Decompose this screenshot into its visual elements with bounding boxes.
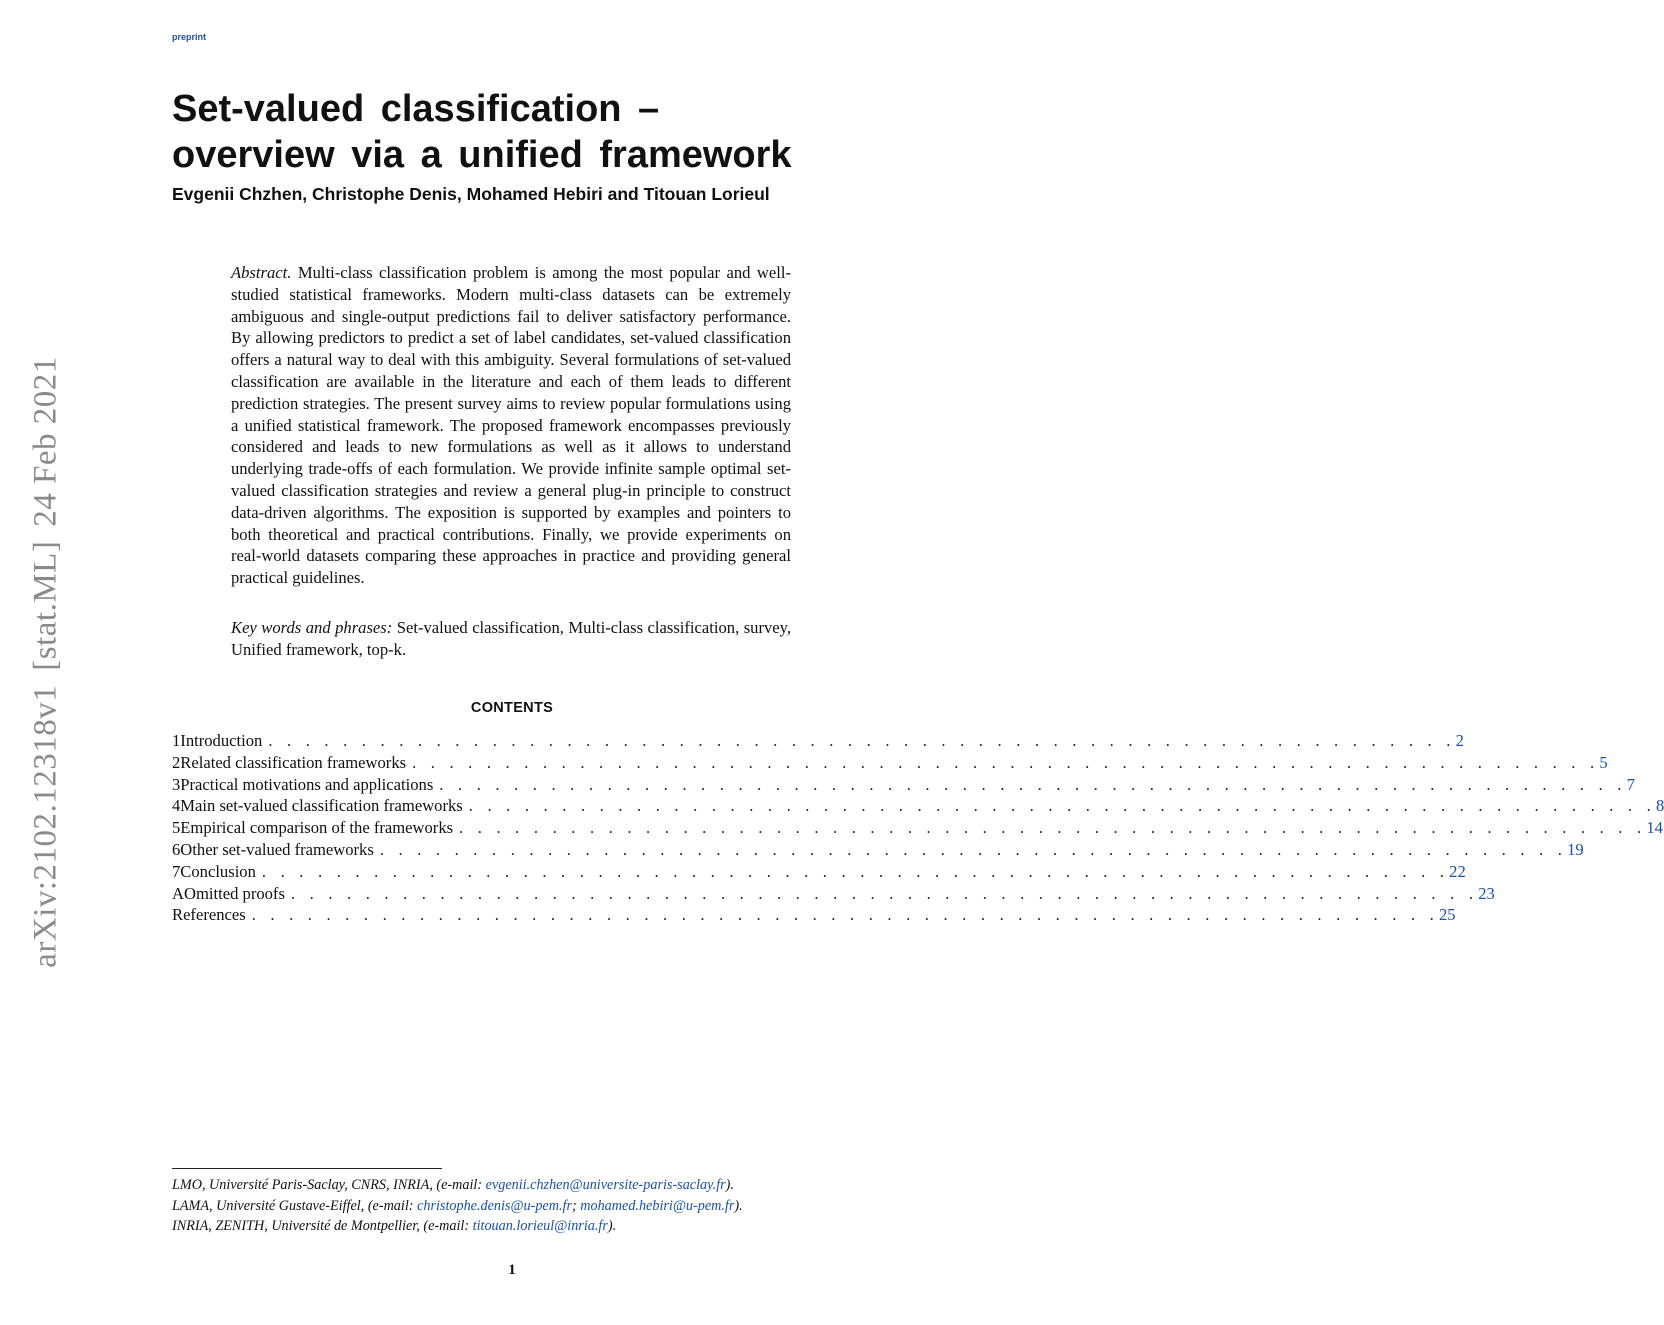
title-line-1: Set-valued classification – (172, 88, 660, 130)
keywords-text: Set-valued classification, Multi-class classification, survey, Unified framework, top-k. (231, 618, 792, 659)
abstract-text: Multi-class classification problem is among the most popular and well-studied statistical frameworks. Modern multi-class datasets can be extremely ambiguous and single-output predictions fail to deliver satisfactory performance. By allowing predictors to predict a set of label candidates, set-valued classification offers a natural way to deal with this ambiguity. Several formulations of set-valued classification are available in the literature and each of them leads to different prediction strategies. The present survey aims to review popular formulations using a unified statistical framework. The proposed framework encompasses previously considered and leads to new formulations as well as it allows to understand underlying trade-offs of each formulation. We provide infinite sample optimal set-valued classification strategies and review a general plug-in principle to construct data-driven algorithms. The exposition is supported by examples and pointers to both theoretical and practical contributions. Finally, we provide experiments on real-world datasets comparing these approaches in practice and providing general practical guidelines. (231, 263, 791, 588)
toc-number: 4 (172, 796, 181, 816)
toc-entry-omitted-proofs[interactable] (172, 883, 1495, 905)
toc-leader-dots: . . . . . . . . . . . . . . . . . . . . . . . . . . . . . . . . . . . . . . . . . . . . . . . . . . . . . . . . . . . . . . . . (268, 731, 1456, 750)
toc-entry-main-frameworks[interactable] (172, 795, 1664, 817)
toc-entry-introduction[interactable] (172, 730, 1464, 752)
toc-title[interactable]: Omitted proofs (184, 883, 291, 905)
toc-page-link[interactable]: 25 (1438, 905, 1456, 925)
toc-page-link[interactable]: 14 (1646, 818, 1663, 838)
toc-leader-dots: . . . . . . . . . . . . . . . . . . . . . . . . . . . . . . . . . . . . . . . . . . . . . . . . . . . . . . . . . . . . . . . . (412, 752, 1600, 772)
keywords (231, 617, 791, 661)
toc-title[interactable]: Empirical comparison of the frameworks (180, 817, 459, 839)
toc-entry-other-frameworks[interactable] (172, 839, 1584, 861)
paper-title (172, 86, 872, 178)
table-of-contents (172, 730, 1664, 926)
toc-entry-empirical-comparison[interactable] (172, 817, 1663, 839)
arxiv-date: 24 Feb 2021 (27, 356, 64, 527)
toc-number: 7 (172, 861, 181, 881)
toc-leader-dots: . . . . . . . . . . . . . . . . . . . . . . . . . . . . . . . . . . . . . . . . . . . . . . . . . . . . . . . . . . . . . . . . (251, 905, 1439, 925)
toc-title[interactable]: Practical motivations and applications (180, 774, 439, 796)
toc-page-link[interactable]: 19 (1567, 839, 1584, 859)
toc-leader-dots: . . . . . . . . . . . . . . . . . . . . . . . . . . . . . . . . . . . . . . . . . . . . . . . . . . . . . . . . . . . . . . . . (439, 774, 1627, 794)
contents-heading: CONTENTS (470, 700, 554, 716)
abstract (231, 262, 791, 589)
toc-page-link[interactable]: 23 (1478, 883, 1495, 903)
toc-number: 1 (172, 731, 181, 750)
email-link[interactable]: mohamed.hebiri@u-pem.fr (580, 1197, 735, 1214)
toc-entry-related-frameworks[interactable] (172, 752, 1608, 774)
toc-entry-practical-motivations[interactable] (172, 774, 1635, 796)
toc-title[interactable]: References (172, 904, 252, 926)
toc-title[interactable]: Conclusion (180, 861, 262, 883)
toc-number: 2 (172, 752, 181, 772)
toc-page-link[interactable]: 7 (1626, 774, 1635, 794)
toc-leader-dots: . . . . . . . . . . . . . . . . . . . . . . . . . . . . . . . . . . . . . . . . . . . . . . . . . . . . . . . . . . . . . . . . (379, 839, 1568, 859)
toc-title[interactable]: Introduction (180, 730, 268, 752)
toc-number: A (172, 883, 184, 903)
toc-page-link[interactable]: 22 (1449, 861, 1466, 881)
author-list: Evgenii Chzhen, Christophe Denis, Mohamed Hebiri and Titouan Lorieul (172, 184, 770, 204)
footnote-affiliation-1: LMO, Université Paris-Saclay, CNRS, INRIA, (e-mail: evgenii.chzhen@universite-paris-saclay.fr). (172, 1177, 734, 1193)
page-number: 1 (508, 1262, 516, 1278)
arxiv-category: [stat.ML] (27, 540, 64, 671)
toc-title[interactable]: Main set-valued classification frameworks (180, 795, 468, 817)
toc-page-link[interactable]: 2 (1455, 731, 1464, 750)
toc-leader-dots: . . . . . . . . . . . . . . . . . . . . . . . . . . . . . . . . . . . . . . . . . . . . . . . . . . . . . . . . . . . . . . . . (459, 818, 1647, 838)
toc-entry-references[interactable] (172, 904, 1456, 926)
abstract-label: Abstract. (231, 263, 292, 282)
toc-number: 6 (172, 839, 181, 859)
footnote-affiliation-3: INRIA, ZENITH, Université de Montpellier, (e-mail: titouan.lorieul@inria.fr). (172, 1218, 617, 1234)
title-line-2: overview via a unified framework (172, 134, 792, 176)
toc-title[interactable]: Related classification frameworks (180, 752, 412, 774)
toc-number: 5 (172, 818, 181, 838)
toc-entry-conclusion[interactable] (172, 861, 1466, 883)
footnotes (172, 1168, 872, 1237)
arxiv-id[interactable]: arXiv:2102.12318v1 (27, 684, 64, 968)
email-link[interactable]: titouan.lorieul@inria.fr (472, 1218, 608, 1234)
keywords-label: Key words and phrases: (231, 618, 393, 637)
toc-page-link[interactable]: 8 (1656, 796, 1664, 816)
toc-page-link[interactable]: 5 (1599, 752, 1608, 772)
footnote-affiliation-2: LAMA, Université Gustave-Eiffel, (e-mail: christophe.denis@u-pem.fr; mohamed.hebiri@u-pem.fr). (172, 1197, 743, 1214)
footnote-rule (172, 1168, 442, 1169)
email-link[interactable]: christophe.denis@u-pem.fr (417, 1197, 572, 1214)
toc-leader-dots: . . . . . . . . . . . . . . . . . . . . . . . . . . . . . . . . . . . . . . . . . . . . . . . . . . . . . . . . . . . . . . . . (468, 796, 1657, 816)
preprint-tag: preprint (172, 32, 207, 42)
toc-number: 3 (172, 774, 181, 794)
toc-title[interactable]: Other set-valued frameworks (180, 839, 380, 861)
toc-leader-dots: . . . . . . . . . . . . . . . . . . . . . . . . . . . . . . . . . . . . . . . . . . . . . . . . . . . . . . . . . . . . . . . . (290, 883, 1479, 903)
email-link[interactable]: evgenii.chzhen@universite-paris-saclay.fr (485, 1177, 726, 1193)
toc-leader-dots: . . . . . . . . . . . . . . . . . . . . . . . . . . . . . . . . . . . . . . . . . . . . . . . . . . . . . . . . . . . . . . . . (261, 861, 1450, 881)
arxiv-side-stamp (28, 342, 65, 968)
